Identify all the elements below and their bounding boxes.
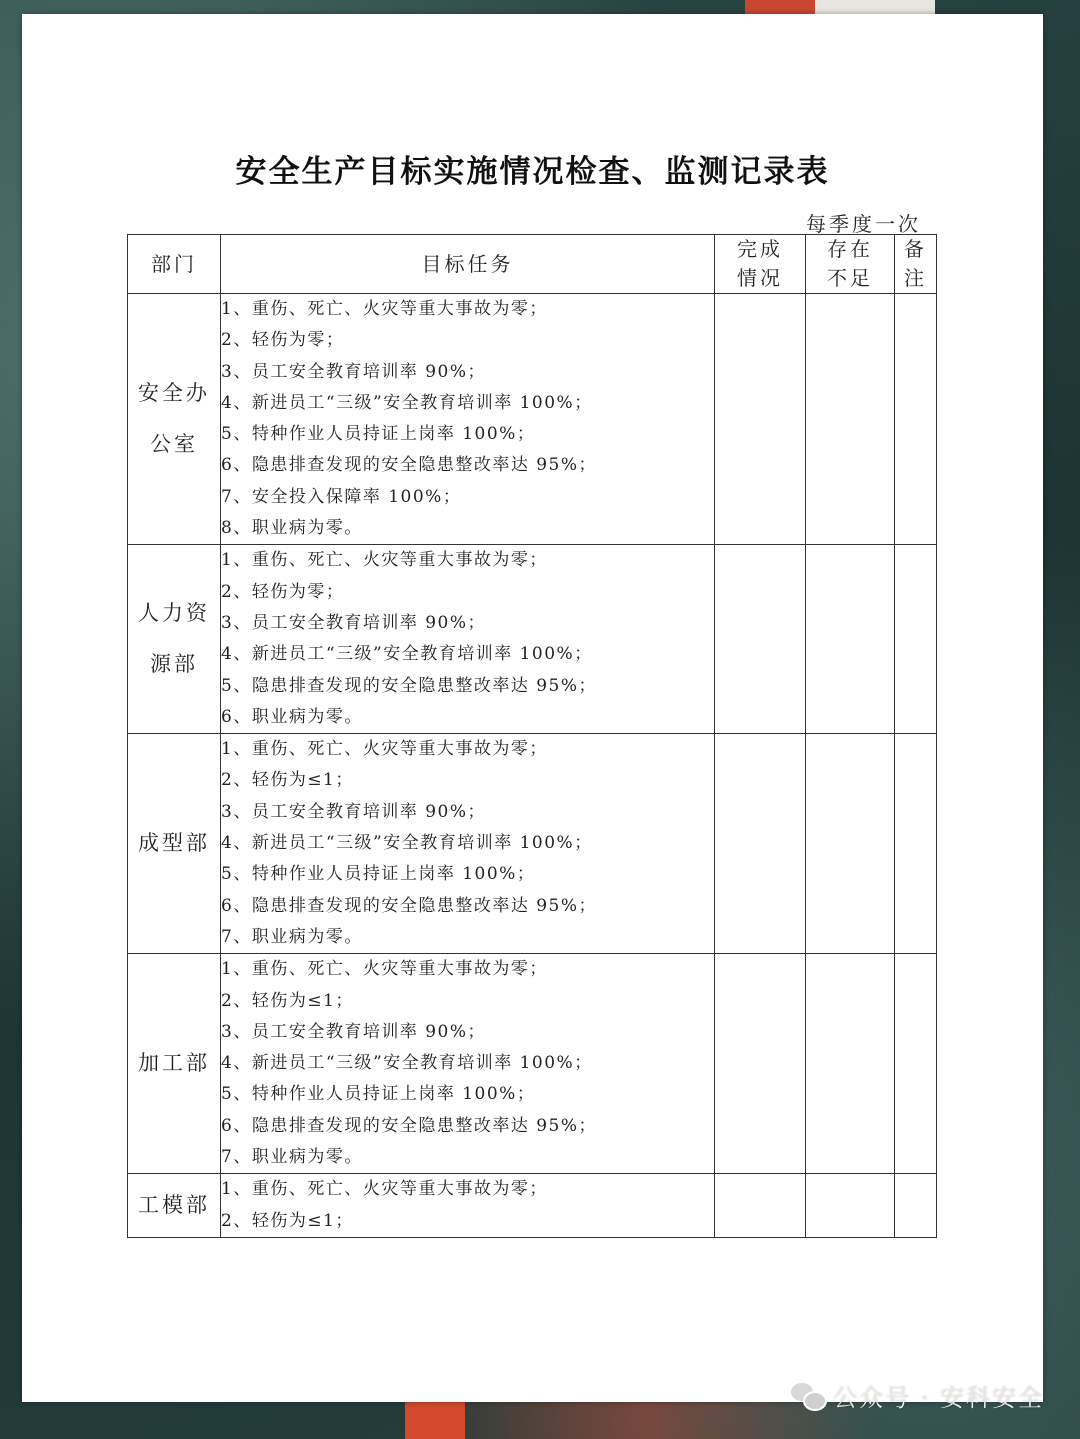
header-completion-line: 完成 — [737, 237, 783, 261]
task-item: 4、新进员工“三级”安全教育培训率 100%； — [221, 1053, 593, 1074]
background-red-stripe-bottom — [405, 1401, 465, 1439]
department-name-line: 安全办 — [138, 381, 210, 406]
tasks-cell — [221, 545, 715, 734]
task-item: 6、隐患排查发现的安全隐患整改率达 95%； — [221, 1115, 598, 1136]
department-name-line: 工模部 — [138, 1193, 210, 1218]
remarks-cell — [895, 294, 937, 545]
remarks-cell — [895, 1174, 937, 1238]
department-name-line: 公室 — [150, 432, 198, 457]
tasks-cell — [221, 294, 715, 545]
header-department: 部门 — [128, 235, 221, 294]
header-deficiency — [806, 235, 895, 294]
header-tasks: 目标任务 — [221, 235, 715, 294]
task-item: 8、职业病为零。 — [221, 518, 363, 539]
task-item: 7、职业病为零。 — [221, 1147, 363, 1168]
tasks-cell — [221, 734, 715, 954]
department-cell — [128, 1174, 221, 1238]
remarks-cell — [895, 954, 937, 1174]
completion-cell — [715, 294, 806, 545]
task-item: 6、隐患排查发现的安全隐患整改率达 95%； — [221, 455, 598, 476]
department-cell — [128, 545, 221, 734]
department-name-line: 成型部 — [138, 831, 210, 856]
table-row — [128, 1174, 937, 1238]
completion-cell — [715, 734, 806, 954]
header-deficiency-line: 存在 — [827, 237, 873, 261]
task-item: 1、重伤、死亡、火灾等重大事故为零； — [221, 739, 548, 760]
table-row — [128, 545, 937, 734]
watermark-text: 公众号 · 安科安全 — [833, 1384, 1044, 1412]
completion-cell — [715, 954, 806, 1174]
header-remarks-line: 备 — [904, 237, 927, 261]
task-item: 6、职业病为零。 — [221, 706, 363, 727]
department-cell — [128, 954, 221, 1174]
task-item: 4、新进员工“三级”安全教育培训率 100%； — [221, 833, 593, 854]
background-red-stripe — [745, 0, 815, 14]
deficiency-cell — [806, 545, 895, 734]
watermark — [791, 1378, 1044, 1413]
tasks-cell — [221, 954, 715, 1174]
task-item: 5、隐患排查发现的安全隐患整改率达 95%； — [221, 675, 598, 696]
remarks-cell — [895, 734, 937, 954]
task-item: 2、轻伤为零； — [221, 581, 345, 602]
deficiency-cell — [806, 294, 895, 545]
task-item: 2、轻伤为零； — [221, 330, 345, 351]
department-name-line: 加工部 — [138, 1051, 210, 1076]
task-item: 7、安全投入保障率 100%； — [221, 486, 462, 507]
header-deficiency-line: 不足 — [827, 266, 873, 290]
task-item: 3、员工安全教育培训率 90%； — [221, 1021, 487, 1042]
department-cell — [128, 734, 221, 954]
task-item: 3、员工安全教育培训率 90%； — [221, 612, 487, 633]
task-item: 4、新进员工“三级”安全教育培训率 100%； — [221, 392, 593, 413]
header-remarks-line: 注 — [904, 266, 927, 290]
task-item: 5、特种作业人员持证上岗率 100%； — [221, 424, 536, 445]
tasks-cell — [221, 1174, 715, 1238]
deficiency-cell — [806, 1174, 895, 1238]
task-item: 5、特种作业人员持证上岗率 100%； — [221, 1084, 536, 1105]
header-completion — [715, 235, 806, 294]
department-name-line: 人力资 — [138, 601, 210, 626]
header-remarks — [895, 235, 937, 294]
document-page — [22, 14, 1043, 1402]
task-item: 2、轻伤为≤1； — [221, 990, 354, 1011]
header-completion-line: 情况 — [737, 266, 783, 290]
record-table — [127, 234, 937, 1238]
remarks-cell — [895, 545, 937, 734]
table-row — [128, 734, 937, 954]
document-title: 安全生产目标实施情况检查、监测记录表 — [235, 154, 830, 190]
table-body — [128, 294, 937, 1238]
task-item: 1、重伤、死亡、火灾等重大事故为零； — [221, 1179, 548, 1200]
task-item: 5、特种作业人员持证上岗率 100%； — [221, 864, 536, 885]
background-white-stripe — [815, 0, 935, 14]
table-header-row — [128, 235, 937, 294]
completion-cell — [715, 545, 806, 734]
task-item: 1、重伤、死亡、火灾等重大事故为零； — [221, 959, 548, 980]
department-name-line: 源部 — [150, 652, 198, 677]
inspection-frequency: 每季度一次 — [806, 212, 921, 236]
wechat-icon — [791, 1383, 825, 1409]
task-item: 2、轻伤为≤1； — [221, 1210, 354, 1231]
task-item: 2、轻伤为≤1； — [221, 770, 354, 791]
task-item: 1、重伤、死亡、火灾等重大事故为零； — [221, 550, 548, 571]
completion-cell — [715, 1174, 806, 1238]
task-item: 1、重伤、死亡、火灾等重大事故为零； — [221, 299, 548, 319]
deficiency-cell — [806, 734, 895, 954]
task-item: 7、职业病为零。 — [221, 926, 363, 947]
task-item: 3、员工安全教育培训率 90%； — [221, 801, 487, 822]
deficiency-cell — [806, 954, 895, 1174]
table-row — [128, 294, 937, 545]
task-item: 6、隐患排查发现的安全隐患整改率达 95%； — [221, 895, 598, 916]
task-item: 3、员工安全教育培训率 90%； — [221, 361, 487, 382]
task-item: 4、新进员工“三级”安全教育培训率 100%； — [221, 644, 593, 665]
department-cell — [128, 294, 221, 545]
table-row — [128, 954, 937, 1174]
